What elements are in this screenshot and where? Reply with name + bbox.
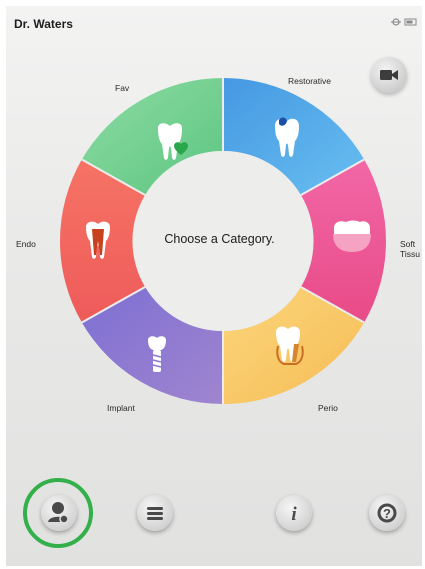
menu-button[interactable] (137, 495, 173, 531)
gum-icon (333, 221, 371, 253)
info-icon (276, 495, 312, 531)
label-soft-tissue: Soft Tissu (400, 239, 420, 259)
label-restorative: Restorative (288, 76, 331, 86)
app-screen (6, 6, 422, 566)
profile-button[interactable] (41, 495, 77, 531)
help-icon (369, 495, 405, 531)
label-implant: Implant (107, 403, 135, 413)
svg-text:?: ? (383, 506, 391, 521)
info-button[interactable] (276, 495, 312, 531)
label-perio: Perio (318, 403, 338, 413)
label-fav: Fav (115, 83, 130, 93)
category-wheel (6, 6, 422, 486)
label-endo: Endo (16, 239, 36, 249)
list-menu-icon (137, 495, 173, 531)
help-button[interactable] (369, 495, 405, 531)
app-title: Dr. Waters (14, 17, 73, 31)
category-prompt: Choose a Category. (164, 232, 275, 246)
svg-text:i: i (291, 504, 297, 525)
user-profile-icon (41, 495, 77, 531)
